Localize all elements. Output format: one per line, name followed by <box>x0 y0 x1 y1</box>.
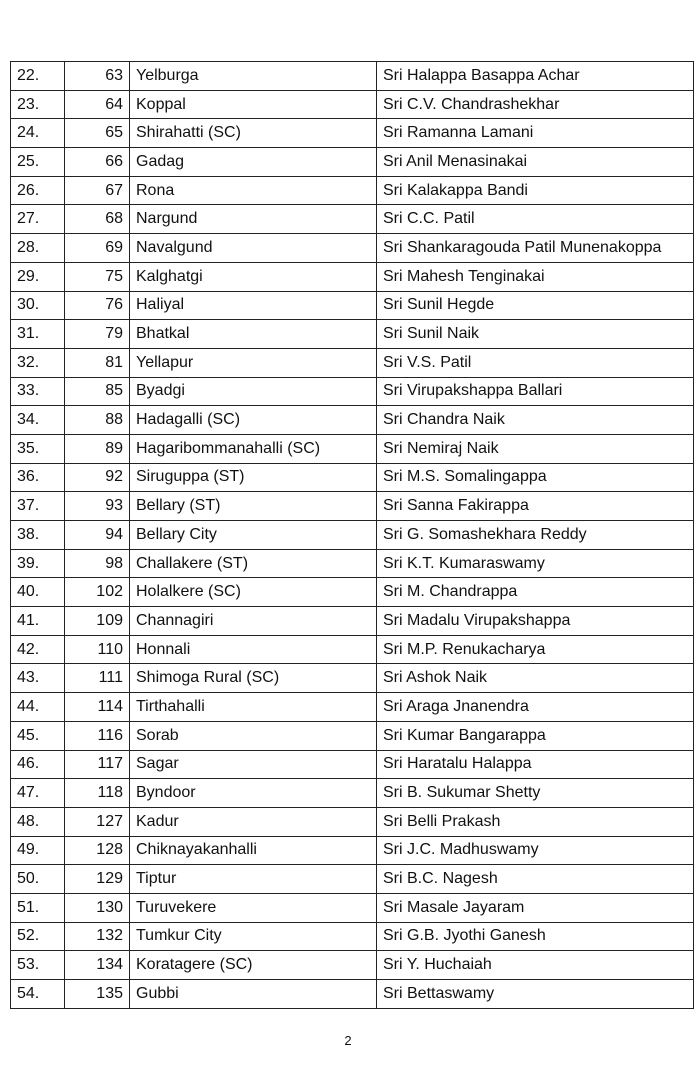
constituency-number-cell: 135 <box>65 980 130 1009</box>
table-row <box>11 492 694 521</box>
serial-number-cell: 39. <box>11 549 65 578</box>
table-row <box>11 291 694 320</box>
constituency-name-cell: Shirahatti (SC) <box>130 119 377 148</box>
constituency-name-cell: Byndoor <box>130 779 377 808</box>
serial-number-cell: 51. <box>11 893 65 922</box>
candidate-name-cell: Sri Sunil Hegde <box>377 291 694 320</box>
table-row <box>11 549 694 578</box>
candidate-name-cell: Sri Mahesh Tenginakai <box>377 262 694 291</box>
constituency-name-cell: Sorab <box>130 721 377 750</box>
table-row <box>11 377 694 406</box>
candidate-name-cell: Sri Halappa Basappa Achar <box>377 62 694 91</box>
page-number: 2 <box>344 1033 352 1048</box>
constituency-number-cell: 93 <box>65 492 130 521</box>
constituency-number-cell: 68 <box>65 205 130 234</box>
table-row <box>11 406 694 435</box>
constituency-name-cell: Challakere (ST) <box>130 549 377 578</box>
candidate-name-cell: Sri Virupakshappa Ballari <box>377 377 694 406</box>
constituency-number-cell: 111 <box>65 664 130 693</box>
serial-number-cell: 29. <box>11 262 65 291</box>
serial-number-cell: 33. <box>11 377 65 406</box>
constituency-name-cell: Kadur <box>130 807 377 836</box>
constituency-number-cell: 102 <box>65 578 130 607</box>
constituency-number-cell: 76 <box>65 291 130 320</box>
table-row <box>11 951 694 980</box>
serial-number-cell: 50. <box>11 865 65 894</box>
constituency-number-cell: 118 <box>65 779 130 808</box>
constituency-number-cell: 75 <box>65 262 130 291</box>
serial-number-cell: 52. <box>11 922 65 951</box>
constituency-name-cell: Yelburga <box>130 62 377 91</box>
constituency-name-cell: Gubbi <box>130 980 377 1009</box>
table-row <box>11 807 694 836</box>
constituency-name-cell: Rona <box>130 176 377 205</box>
candidate-name-cell: Sri Kumar Bangarappa <box>377 721 694 750</box>
serial-number-cell: 49. <box>11 836 65 865</box>
candidate-name-cell: Sri Ramanna Lamani <box>377 119 694 148</box>
constituency-number-cell: 92 <box>65 463 130 492</box>
constituency-name-cell: Bhatkal <box>130 320 377 349</box>
candidate-name-cell: Sri Bettaswamy <box>377 980 694 1009</box>
constituency-number-cell: 116 <box>65 721 130 750</box>
constituency-name-cell: Hadagalli (SC) <box>130 406 377 435</box>
constituency-number-cell: 85 <box>65 377 130 406</box>
candidate-name-cell: Sri B.C. Nagesh <box>377 865 694 894</box>
table-row <box>11 836 694 865</box>
constituency-name-cell: Siruguppa (ST) <box>130 463 377 492</box>
constituency-name-cell: Honnali <box>130 635 377 664</box>
serial-number-cell: 26. <box>11 176 65 205</box>
constituency-name-cell: Tiptur <box>130 865 377 894</box>
constituency-name-cell: Haliyal <box>130 291 377 320</box>
serial-number-cell: 22. <box>11 62 65 91</box>
constituency-name-cell: Gadag <box>130 148 377 177</box>
candidate-name-cell: Sri C.C. Patil <box>377 205 694 234</box>
candidate-name-cell: Sri M.P. Renukacharya <box>377 635 694 664</box>
serial-number-cell: 45. <box>11 721 65 750</box>
table-row <box>11 721 694 750</box>
table-body <box>11 62 694 1009</box>
table-row <box>11 119 694 148</box>
serial-number-cell: 37. <box>11 492 65 521</box>
table-row <box>11 320 694 349</box>
constituency-number-cell: 114 <box>65 693 130 722</box>
constituency-name-cell: Byadgi <box>130 377 377 406</box>
serial-number-cell: 47. <box>11 779 65 808</box>
serial-number-cell: 31. <box>11 320 65 349</box>
serial-number-cell: 48. <box>11 807 65 836</box>
constituency-name-cell: Turuvekere <box>130 893 377 922</box>
constituency-name-cell: Yellapur <box>130 348 377 377</box>
candidate-name-cell: Sri Masale Jayaram <box>377 893 694 922</box>
table-row <box>11 578 694 607</box>
candidate-name-cell: Sri Araga Jnanendra <box>377 693 694 722</box>
candidate-list-table <box>10 61 694 1009</box>
serial-number-cell: 38. <box>11 521 65 550</box>
candidate-name-cell: Sri Chandra Naik <box>377 406 694 435</box>
serial-number-cell: 30. <box>11 291 65 320</box>
table-row <box>11 693 694 722</box>
candidate-name-cell: Sri Shankaragouda Patil Munenakoppa <box>377 234 694 263</box>
constituency-name-cell: Shimoga Rural (SC) <box>130 664 377 693</box>
constituency-name-cell: Nargund <box>130 205 377 234</box>
constituency-number-cell: 117 <box>65 750 130 779</box>
constituency-number-cell: 79 <box>65 320 130 349</box>
serial-number-cell: 40. <box>11 578 65 607</box>
serial-number-cell: 27. <box>11 205 65 234</box>
table-row <box>11 90 694 119</box>
constituency-name-cell: Tirthahalli <box>130 693 377 722</box>
table-row <box>11 922 694 951</box>
constituency-number-cell: 132 <box>65 922 130 951</box>
constituency-number-cell: 89 <box>65 434 130 463</box>
table-row <box>11 750 694 779</box>
constituency-number-cell: 65 <box>65 119 130 148</box>
serial-number-cell: 43. <box>11 664 65 693</box>
candidate-name-cell: Sri Anil Menasinakai <box>377 148 694 177</box>
serial-number-cell: 34. <box>11 406 65 435</box>
table-row <box>11 635 694 664</box>
candidate-name-cell: Sri Nemiraj Naik <box>377 434 694 463</box>
candidate-name-cell: Sri Madalu Virupakshappa <box>377 607 694 636</box>
constituency-name-cell: Kalghatgi <box>130 262 377 291</box>
serial-number-cell: 44. <box>11 693 65 722</box>
constituency-name-cell: Koratagere (SC) <box>130 951 377 980</box>
table-row <box>11 865 694 894</box>
candidate-name-cell: Sri K.T. Kumaraswamy <box>377 549 694 578</box>
table-row <box>11 980 694 1009</box>
serial-number-cell: 41. <box>11 607 65 636</box>
constituency-name-cell: Holalkere (SC) <box>130 578 377 607</box>
constituency-name-cell: Chiknayakanhalli <box>130 836 377 865</box>
serial-number-cell: 54. <box>11 980 65 1009</box>
candidate-name-cell: Sri G.B. Jyothi Ganesh <box>377 922 694 951</box>
constituency-number-cell: 134 <box>65 951 130 980</box>
serial-number-cell: 53. <box>11 951 65 980</box>
constituency-number-cell: 98 <box>65 549 130 578</box>
constituency-name-cell: Tumkur City <box>130 922 377 951</box>
table-row <box>11 521 694 550</box>
serial-number-cell: 35. <box>11 434 65 463</box>
table-row <box>11 234 694 263</box>
candidate-name-cell: Sri Belli Prakash <box>377 807 694 836</box>
constituency-name-cell: Channagiri <box>130 607 377 636</box>
table-row <box>11 607 694 636</box>
serial-number-cell: 42. <box>11 635 65 664</box>
serial-number-cell: 24. <box>11 119 65 148</box>
constituency-number-cell: 69 <box>65 234 130 263</box>
constituency-number-cell: 63 <box>65 62 130 91</box>
constituency-number-cell: 129 <box>65 865 130 894</box>
constituency-number-cell: 66 <box>65 148 130 177</box>
candidate-name-cell: Sri M.S. Somalingappa <box>377 463 694 492</box>
constituency-name-cell: Bellary (ST) <box>130 492 377 521</box>
table-row <box>11 205 694 234</box>
constituency-number-cell: 67 <box>65 176 130 205</box>
serial-number-cell: 25. <box>11 148 65 177</box>
constituency-number-cell: 130 <box>65 893 130 922</box>
candidate-name-cell: Sri G. Somashekhara Reddy <box>377 521 694 550</box>
constituency-name-cell: Hagaribommanahalli (SC) <box>130 434 377 463</box>
constituency-name-cell: Sagar <box>130 750 377 779</box>
candidate-name-cell: Sri Kalakappa Bandi <box>377 176 694 205</box>
constituency-name-cell: Bellary City <box>130 521 377 550</box>
candidate-name-cell: Sri B. Sukumar Shetty <box>377 779 694 808</box>
serial-number-cell: 32. <box>11 348 65 377</box>
serial-number-cell: 46. <box>11 750 65 779</box>
table-row <box>11 176 694 205</box>
serial-number-cell: 36. <box>11 463 65 492</box>
serial-number-cell: 23. <box>11 90 65 119</box>
table-row <box>11 463 694 492</box>
constituency-name-cell: Koppal <box>130 90 377 119</box>
table-row <box>11 62 694 91</box>
constituency-number-cell: 128 <box>65 836 130 865</box>
candidate-name-cell: Sri Y. Huchaiah <box>377 951 694 980</box>
constituency-number-cell: 127 <box>65 807 130 836</box>
candidate-name-cell: Sri C.V. Chandrashekhar <box>377 90 694 119</box>
constituency-number-cell: 64 <box>65 90 130 119</box>
table-row <box>11 434 694 463</box>
constituency-number-cell: 94 <box>65 521 130 550</box>
constituency-name-cell: Navalgund <box>130 234 377 263</box>
table-row <box>11 148 694 177</box>
table-row <box>11 348 694 377</box>
candidate-name-cell: Sri M. Chandrappa <box>377 578 694 607</box>
candidate-name-cell: Sri J.C. Madhuswamy <box>377 836 694 865</box>
table-row <box>11 664 694 693</box>
table-row <box>11 779 694 808</box>
table-row <box>11 893 694 922</box>
table-row <box>11 262 694 291</box>
constituency-number-cell: 110 <box>65 635 130 664</box>
candidate-name-cell: Sri V.S. Patil <box>377 348 694 377</box>
constituency-number-cell: 81 <box>65 348 130 377</box>
candidate-name-cell: Sri Sunil Naik <box>377 320 694 349</box>
candidate-name-cell: Sri Haratalu Halappa <box>377 750 694 779</box>
serial-number-cell: 28. <box>11 234 65 263</box>
candidate-name-cell: Sri Ashok Naik <box>377 664 694 693</box>
candidate-name-cell: Sri Sanna Fakirappa <box>377 492 694 521</box>
constituency-number-cell: 88 <box>65 406 130 435</box>
constituency-number-cell: 109 <box>65 607 130 636</box>
